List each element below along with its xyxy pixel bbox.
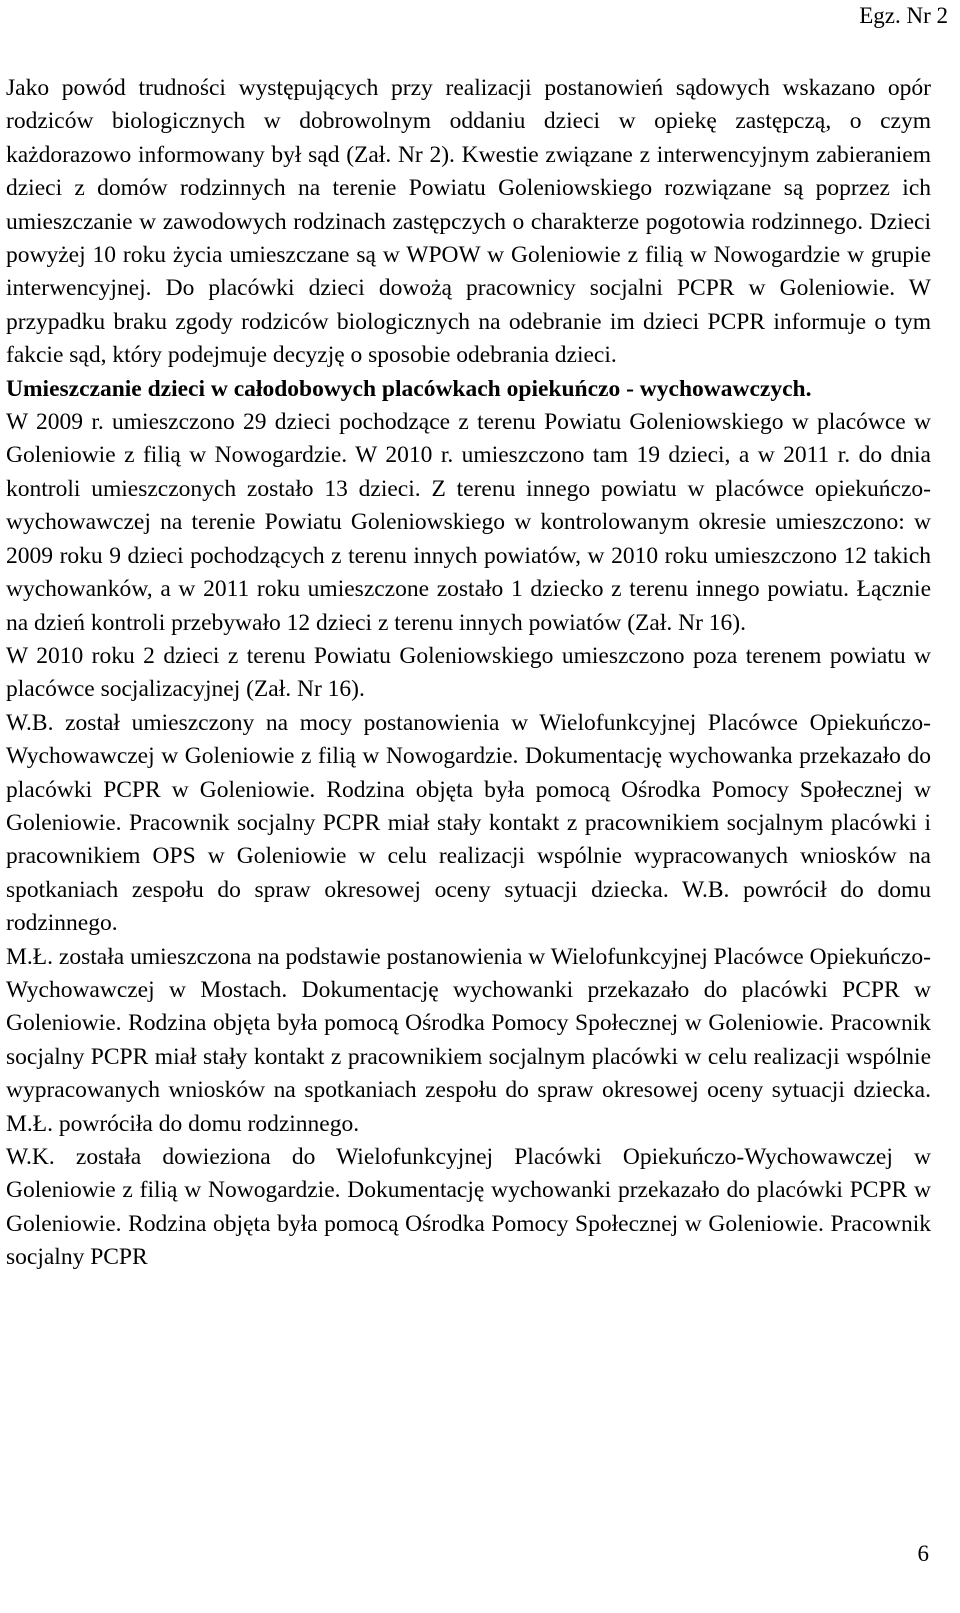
copy-number-label: Egz. Nr 2: [859, 3, 948, 28]
page-number: 6: [917, 1541, 929, 1566]
paragraph-outside-county: W 2010 roku 2 dzieci z terenu Powiatu Goleniowskiego umieszczono poza terenem powiatu w placówce socjalizacyjnej (Zał. Nr 16).: [6, 642, 931, 703]
paragraph-case-wk: W.K. została dowieziona do Wielofunkcyjnej Placówki Opiekuńczo-Wychowawczej w Goleniowie z filią w Nowogardzie. Dokumentację wychowanki przekazało do placówki PCPR w Goleniowie. Rodzina objęta była pomocą Ośrodka Pomocy Społecznej w Goleniowie. Pracownik socjalny PCPR: [6, 1144, 931, 1271]
section-heading: Umieszczanie dzieci w całodobowych placówkach opiekuńczo - wychowawczych.: [6, 375, 812, 402]
paragraph-case-wb: W.B. został umieszczony na mocy postanowienia w Wielofunkcyjnej Placówce Opiekuńczo-Wychowawczej w Goleniowie z filią w Nowogardzie. Dokumentację wychowanka przekazało do placówki PCPR w Goleniowie. Rodzina objęta była pomocą Ośrodka Pomocy Społecznej w Goleniowie. Pracownik socjalny PCPR miał stały kontakt z pracownikiem socjalnym placówki i pracownikiem OPS w Goleniowie w celu realizacji wspólnie wypracowanych wniosków na spotkaniach zespołu do spraw okresowej oceny sytuacji dziecka. W.B. powrócił do domu rodzinnego.: [6, 709, 931, 937]
paragraph-intervention-placement: Jako powód trudności występujących przy realizacji postanowień sądowych wskazano opór rodziców biologicznych w dobrowolnym oddaniu dzieci w opiekę zastępczą, o czym każdorazowo informowany był sąd (Zał. Nr 2). Kwestie związane z interwencyjnym zabieraniem dzieci z domów rodzinnych na terenie Powiatu Goleniowskiego rozwiązane są poprzez ich umieszczanie w zawodowych rodzinach zastępczych o charakterze pogotowia rodzinnego. Dzieci powyżej 10 roku życia umieszczane są w WPOW w Goleniowie z filią w Nowogardzie w grupie interwencyjnej. Do placówki dzieci dowożą pracownicy socjalni PCPR w Goleniowie. W przypadku braku zgody rodziców biologicznych na odebranie im dzieci PCPR informuje o tym fakcie sąd, który podejmuje decyzję o sposobie odebrania dzieci.: [6, 75, 931, 369]
document-body: [6, 72, 931, 1275]
paragraph-placement-statistics: W 2009 r. umieszczono 29 dzieci pochodzące z terenu Powiatu Goleniowskiego w placówce w Goleniowie z filią w Nowogardzie. W 2010 r. umieszczono tam 19 dzieci, a w 2011 r. do dnia kontroli umieszczonych zostało 13 dzieci. Z terenu innego powiatu w placówce opiekuńczo-wychowawczej na terenie Powiatu Goleniowskiego w kontrolowanym okresie umieszczono: w 2009 roku 9 dzieci pochodzących z terenu innych powiatów, w 2010 roku umieszczono 12 takich wychowanków, a w 2011 roku umieszczone zostało 1 dziecko z terenu innego powiatu. Łącznie na dzień kontroli przebywało 12 dzieci z terenu innych powiatów (Zał. Nr 16).: [6, 409, 931, 636]
paragraph-case-ml: M.Ł. została umieszczona na podstawie postanowienia w Wielofunkcyjnej Placówce Opiekuńczo-Wychowawczej w Mostach. Dokumentację wychowanki przekazało do placówki PCPR w Goleniowie. Rodzina objęta była pomocą Ośrodka Pomocy Społecznej w Goleniowie. Pracownik socjalny PCPR miał stały kontakt z pracownikiem socjalnym placówki w celu realizacji wspólnie wypracowanych wniosków na spotkaniach zespołu do spraw okresowej oceny sytuacji dziecka. M.Ł. powróciła do domu rodzinnego.: [6, 943, 931, 1137]
